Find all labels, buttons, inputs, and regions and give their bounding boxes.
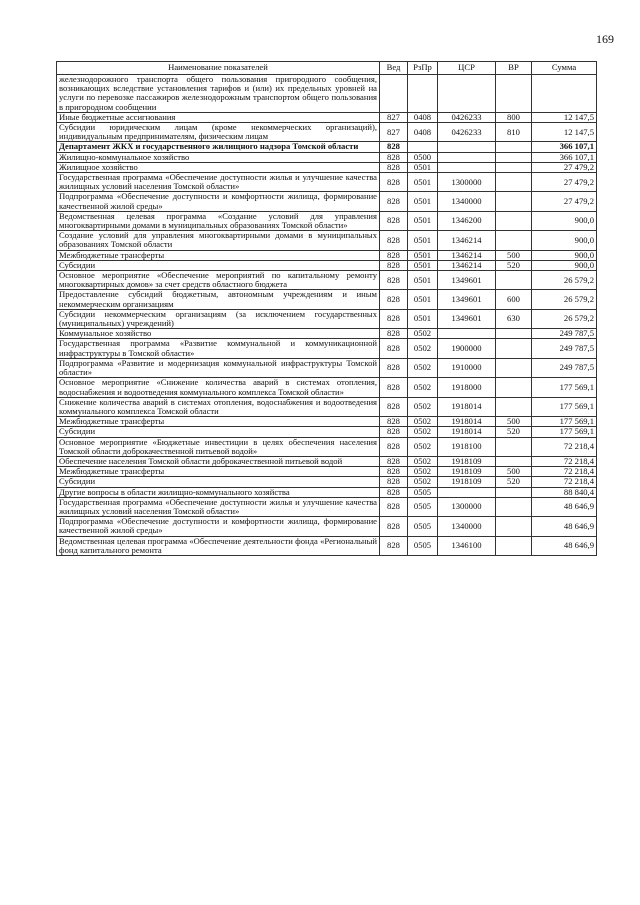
cell-ved: 828 [380, 378, 408, 397]
cell-sum: 900,0 [532, 211, 597, 230]
cell-csr: 1900000 [438, 339, 496, 358]
cell-rzpr: 0502 [408, 467, 438, 477]
cell-vr [496, 75, 532, 113]
cell-rzpr: 0501 [408, 271, 438, 290]
cell-csr: 1349601 [438, 271, 496, 290]
cell-ved: 828 [380, 173, 408, 192]
cell-rzpr: 0502 [408, 477, 438, 487]
cell-sum: 177 569,1 [532, 378, 597, 397]
cell-name: Снижение количества аварий в системах отопления, водоснабжения и водоотведения коммунального комплекса Томской области [57, 397, 380, 416]
cell-sum: 249 787,5 [532, 329, 597, 339]
cell-rzpr [408, 142, 438, 152]
cell-name: Межбюджетные трансферты [57, 417, 380, 427]
cell-ved: 827 [380, 123, 408, 142]
cell-rzpr: 0501 [408, 290, 438, 309]
cell-sum: 12 147,5 [532, 123, 597, 142]
cell-vr: 500 [496, 417, 532, 427]
cell-sum: 72 218,4 [532, 456, 597, 466]
cell-vr: 800 [496, 112, 532, 122]
cell-ved: 828 [380, 358, 408, 377]
table-row [57, 329, 597, 339]
cell-sum [532, 75, 597, 113]
table-row [57, 358, 597, 377]
cell-ved: 828 [380, 329, 408, 339]
cell-sum: 48 646,9 [532, 517, 597, 536]
table-row [57, 427, 597, 437]
cell-name: Субсидии юридическим лицам (кроме некоммерческих организаций), индивидуальным предпринимателям, физическим лицам [57, 123, 380, 142]
table-row [57, 231, 597, 250]
cell-csr: 1349601 [438, 290, 496, 309]
table-row [57, 250, 597, 260]
cell-name: Ведомственная целевая программа «Обеспечение деятельности фонда «Региональный фонд капитального ремонта [57, 536, 380, 555]
cell-sum: 72 218,4 [532, 437, 597, 456]
cell-sum: 26 579,2 [532, 290, 597, 309]
cell-name: Обеспечение населения Томской области доброкачественной питьевой водой [57, 456, 380, 466]
cell-name: Жилищное хозяйство [57, 162, 380, 172]
cell-rzpr: 0501 [408, 250, 438, 260]
cell-ved: 828 [380, 260, 408, 270]
table-row [57, 290, 597, 309]
cell-ved: 828 [380, 309, 408, 328]
cell-vr [496, 339, 532, 358]
cell-csr: 1346100 [438, 536, 496, 555]
table-row [57, 75, 597, 113]
table-row [57, 173, 597, 192]
cell-csr: 1918014 [438, 417, 496, 427]
cell-rzpr: 0501 [408, 231, 438, 250]
cell-name: Иные бюджетные ассигнования [57, 112, 380, 122]
cell-rzpr [408, 75, 438, 113]
cell-ved: 828 [380, 437, 408, 456]
table-body [57, 75, 597, 556]
cell-name: Коммунальное хозяйство [57, 329, 380, 339]
cell-name: Ведомственная целевая программа «Создание условий для управления многоквартирными домами в муниципальных образованиях Томской области» [57, 211, 380, 230]
cell-name: Государственная программа «Обеспечение доступности жилья и улучшение качества жилищных условий населения Томской области» [57, 497, 380, 516]
cell-sum: 26 579,2 [532, 309, 597, 328]
cell-rzpr: 0502 [408, 456, 438, 466]
cell-csr: 1300000 [438, 497, 496, 516]
cell-csr: 1349601 [438, 309, 496, 328]
cell-csr: 1340000 [438, 517, 496, 536]
cell-csr [438, 142, 496, 152]
cell-ved [380, 75, 408, 113]
cell-rzpr: 0501 [408, 309, 438, 328]
cell-name: Основное мероприятие «Снижение количества аварий в системах отопления, водоснабжения и водоотведения коммунального комплекса Томской области» [57, 378, 380, 397]
cell-ved: 828 [380, 487, 408, 497]
cell-sum: 26 579,2 [532, 271, 597, 290]
cell-rzpr: 0505 [408, 487, 438, 497]
cell-csr: 1918109 [438, 456, 496, 466]
header-row [57, 62, 597, 75]
cell-csr: 1300000 [438, 173, 496, 192]
header-ved: Вед [380, 62, 408, 75]
cell-vr [496, 192, 532, 211]
cell-sum: 12 147,5 [532, 112, 597, 122]
cell-name: Государственная программа «Обеспечение доступности жилья и улучшение качества жилищных условий населения Томской области» [57, 173, 380, 192]
cell-vr [496, 437, 532, 456]
cell-vr [496, 152, 532, 162]
cell-csr [438, 152, 496, 162]
cell-sum: 27 479,2 [532, 173, 597, 192]
cell-rzpr: 0505 [408, 497, 438, 516]
cell-csr: 1346214 [438, 250, 496, 260]
cell-vr [496, 142, 532, 152]
cell-vr [496, 536, 532, 555]
table-row [57, 112, 597, 122]
cell-ved: 828 [380, 271, 408, 290]
table-row [57, 339, 597, 358]
table-header [57, 62, 597, 75]
cell-vr [496, 329, 532, 339]
cell-sum: 27 479,2 [532, 192, 597, 211]
cell-ved: 828 [380, 152, 408, 162]
cell-sum: 177 569,1 [532, 427, 597, 437]
cell-csr: 1910000 [438, 358, 496, 377]
cell-sum: 900,0 [532, 231, 597, 250]
table-row [57, 467, 597, 477]
header-vr: ВР [496, 62, 532, 75]
cell-ved: 828 [380, 162, 408, 172]
cell-csr: 1346200 [438, 211, 496, 230]
cell-ved: 828 [380, 467, 408, 477]
cell-rzpr: 0502 [408, 397, 438, 416]
cell-name: Создание условий для управления многоквартирными домами в муниципальных образованиях Томской области [57, 231, 380, 250]
cell-csr: 0426233 [438, 123, 496, 142]
cell-sum: 366 107,1 [532, 142, 597, 152]
table-row [57, 378, 597, 397]
cell-name: Основное мероприятие «Обеспечение мероприятий по капитальному ремонту многоквартирных домов» за счет средств областного бюджета [57, 271, 380, 290]
cell-vr [496, 173, 532, 192]
cell-name: Субсидии [57, 260, 380, 270]
table-row [57, 417, 597, 427]
cell-rzpr: 0502 [408, 339, 438, 358]
cell-csr: 1918014 [438, 427, 496, 437]
table-row [57, 152, 597, 162]
cell-vr [496, 231, 532, 250]
cell-vr: 500 [496, 467, 532, 477]
table-row [57, 123, 597, 142]
cell-name: Субсидии [57, 477, 380, 487]
table-row [57, 192, 597, 211]
cell-rzpr: 0408 [408, 112, 438, 122]
table-row [57, 456, 597, 466]
cell-rzpr: 0501 [408, 211, 438, 230]
cell-ved: 827 [380, 112, 408, 122]
cell-ved: 828 [380, 517, 408, 536]
cell-sum: 48 646,9 [532, 497, 597, 516]
cell-sum: 72 218,4 [532, 477, 597, 487]
cell-vr [496, 517, 532, 536]
cell-sum: 900,0 [532, 260, 597, 270]
cell-ved: 828 [380, 142, 408, 152]
cell-name: Жилищно-коммунальное хозяйство [57, 152, 380, 162]
cell-sum: 249 787,5 [532, 358, 597, 377]
cell-vr [496, 497, 532, 516]
cell-rzpr: 0502 [408, 437, 438, 456]
cell-rzpr: 0500 [408, 152, 438, 162]
cell-name: Подпрограмма «Развитие и модернизация коммунальной инфраструктуры Томской области» [57, 358, 380, 377]
header-name: Наименование показателей [57, 62, 380, 75]
cell-csr [438, 487, 496, 497]
cell-sum: 27 479,2 [532, 162, 597, 172]
cell-ved: 828 [380, 397, 408, 416]
cell-vr [496, 211, 532, 230]
cell-vr [496, 487, 532, 497]
cell-ved: 828 [380, 417, 408, 427]
budget-table [56, 61, 597, 556]
cell-rzpr: 0408 [408, 123, 438, 142]
cell-ved: 828 [380, 477, 408, 487]
cell-sum: 48 646,9 [532, 536, 597, 555]
cell-vr: 630 [496, 309, 532, 328]
table-row [57, 162, 597, 172]
cell-csr: 1918014 [438, 397, 496, 416]
table-row [57, 487, 597, 497]
cell-csr: 1918000 [438, 378, 496, 397]
cell-vr: 520 [496, 477, 532, 487]
cell-rzpr: 0502 [408, 427, 438, 437]
cell-name: Другие вопросы в области жилищно-коммунального хозяйства [57, 487, 380, 497]
cell-rzpr: 0505 [408, 517, 438, 536]
cell-ved: 828 [380, 497, 408, 516]
cell-vr [496, 162, 532, 172]
table-row [57, 437, 597, 456]
cell-csr: 1918109 [438, 467, 496, 477]
header-rzpr: РзПр [408, 62, 438, 75]
cell-name: Субсидии [57, 427, 380, 437]
table-row [57, 260, 597, 270]
cell-vr: 520 [496, 260, 532, 270]
cell-vr: 500 [496, 250, 532, 260]
cell-csr [438, 75, 496, 113]
cell-csr [438, 329, 496, 339]
cell-name: Основное мероприятие «Бюджетные инвестиции в целях обеспечения населения Томской области доброкачественной питьевой водой» [57, 437, 380, 456]
table-row [57, 142, 597, 152]
cell-ved: 828 [380, 250, 408, 260]
cell-sum: 177 569,1 [532, 397, 597, 416]
cell-name: Государственная программа «Развитие коммунальной и коммуникационной инфраструктуры в Томской области» [57, 339, 380, 358]
header-csr: ЦСР [438, 62, 496, 75]
cell-ved: 828 [380, 231, 408, 250]
page-number: 169 [596, 32, 614, 46]
cell-rzpr: 0502 [408, 358, 438, 377]
cell-csr: 1346214 [438, 260, 496, 270]
cell-ved: 828 [380, 536, 408, 555]
cell-rzpr: 0502 [408, 329, 438, 339]
cell-vr: 600 [496, 290, 532, 309]
cell-sum: 88 840,4 [532, 487, 597, 497]
cell-ved: 828 [380, 211, 408, 230]
cell-rzpr: 0501 [408, 173, 438, 192]
cell-sum: 366 107,1 [532, 152, 597, 162]
cell-vr [496, 378, 532, 397]
cell-name: Департамент ЖКХ и государственного жилищного надзора Томской области [57, 142, 380, 152]
table-row [57, 536, 597, 555]
table-row [57, 517, 597, 536]
cell-name: Субсидии некоммерческим организациям (за исключением государственных (муниципальных) учреждений) [57, 309, 380, 328]
cell-csr: 1340000 [438, 192, 496, 211]
cell-ved: 828 [380, 192, 408, 211]
cell-rzpr: 0502 [408, 417, 438, 427]
cell-name: Межбюджетные трансферты [57, 467, 380, 477]
cell-vr [496, 358, 532, 377]
cell-name: Подпрограмма «Обеспечение доступности и комфортности жилища, формирование качественной жилой среды» [57, 517, 380, 536]
cell-rzpr: 0501 [408, 260, 438, 270]
cell-vr [496, 271, 532, 290]
cell-ved: 828 [380, 339, 408, 358]
cell-csr: 0426233 [438, 112, 496, 122]
cell-name: Предоставление субсидий бюджетным, автономным учреждениям и иным некоммерческим организациям [57, 290, 380, 309]
cell-csr: 1346214 [438, 231, 496, 250]
cell-rzpr: 0501 [408, 162, 438, 172]
cell-vr [496, 397, 532, 416]
cell-name: Межбюджетные трансферты [57, 250, 380, 260]
cell-csr: 1918109 [438, 477, 496, 487]
cell-rzpr: 0502 [408, 378, 438, 397]
cell-ved: 828 [380, 427, 408, 437]
cell-csr: 1918100 [438, 437, 496, 456]
table-row [57, 397, 597, 416]
cell-name: железнодорожного транспорта общего пользования пригородного сообщения, возникающих вследствие установления тарифов и (или) их предельных уровней на услуги по перевозке пассажиров железнодорожным транспортом общего пользования в пригородном сообщении [57, 75, 380, 113]
cell-ved: 828 [380, 456, 408, 466]
cell-sum: 249 787,5 [532, 339, 597, 358]
cell-sum: 72 218,4 [532, 467, 597, 477]
cell-sum: 900,0 [532, 250, 597, 260]
table-row [57, 477, 597, 487]
table-row [57, 309, 597, 328]
cell-rzpr: 0505 [408, 536, 438, 555]
header-sum: Сумма [532, 62, 597, 75]
cell-sum: 177 569,1 [532, 417, 597, 427]
cell-name: Подпрограмма «Обеспечение доступности и комфортности жилища, формирование качественной жилой среды» [57, 192, 380, 211]
cell-ved: 828 [380, 290, 408, 309]
cell-csr [438, 162, 496, 172]
cell-vr: 810 [496, 123, 532, 142]
cell-vr [496, 456, 532, 466]
cell-rzpr: 0501 [408, 192, 438, 211]
table-row [57, 271, 597, 290]
table-row [57, 497, 597, 516]
cell-vr: 520 [496, 427, 532, 437]
table-row [57, 211, 597, 230]
